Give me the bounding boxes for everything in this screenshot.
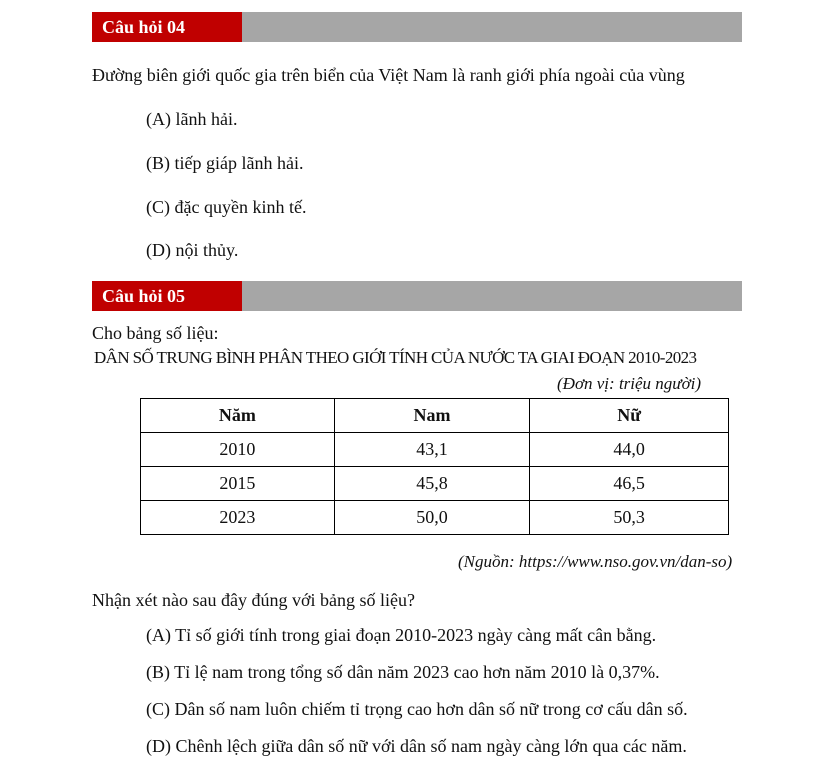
- cell-male: 43,1: [334, 433, 530, 467]
- question-04-option-b[interactable]: (B) tiếp giáp lãnh hải.: [146, 153, 304, 173]
- question-04-header: [92, 12, 742, 42]
- cell-year: 2015: [141, 467, 335, 501]
- question-05-option-d[interactable]: (D) Chênh lệch giữa dân số nữ với dân số nam ngày càng lớn qua các năm.: [146, 736, 687, 756]
- table-header-row: [141, 399, 729, 433]
- question-05-intro: Cho bảng số liệu:: [92, 323, 219, 343]
- cell-male: 45,8: [334, 467, 530, 501]
- cell-year: 2010: [141, 433, 335, 467]
- table-row: [141, 501, 729, 535]
- question-05-option-a[interactable]: (A) Tỉ số giới tính trong giai đoạn 2010-2023 ngày càng mất cân bằng.: [146, 625, 657, 645]
- cell-female: 50,3: [530, 501, 729, 535]
- question-05-header: [92, 281, 742, 311]
- table-row: [141, 433, 729, 467]
- table-source: (Nguồn: https://www.nso.gov.vn/dan-so): [458, 552, 733, 571]
- question-05-option-c[interactable]: (C) Dân số nam luôn chiếm tỉ trọng cao hơn dân số nữ trong cơ cấu dân số.: [146, 699, 688, 719]
- table-unit: (Đơn vị: triệu người): [557, 374, 702, 393]
- question-04-option-c[interactable]: (C) đặc quyền kinh tế.: [146, 197, 307, 217]
- header-female: Nữ: [530, 399, 729, 433]
- question-04-option-a[interactable]: (A) lãnh hải.: [146, 109, 238, 129]
- cell-male: 50,0: [334, 501, 530, 535]
- question-05-stem: Nhận xét nào sau đây đúng với bảng số liệu?: [92, 590, 415, 610]
- cell-year: 2023: [141, 501, 335, 535]
- question-05-label: Câu hỏi 05: [92, 281, 242, 311]
- header-year: Năm: [141, 399, 335, 433]
- table-title: DÂN SỐ TRUNG BÌNH PHÂN THEO GIỚI TÍNH CỦA NƯỚC TA GIAI ĐOẠN 2010-2023: [94, 348, 697, 367]
- question-04-stem: Đường biên giới quốc gia trên biển của Việt Nam là ranh giới phía ngoài của vùng: [92, 65, 685, 85]
- table-row: [141, 467, 729, 501]
- question-05-option-b[interactable]: (B) Tỉ lệ nam trong tổng số dân năm 2023 cao hơn năm 2010 là 0,37%.: [146, 662, 660, 682]
- population-table: [140, 398, 729, 535]
- cell-female: 44,0: [530, 433, 729, 467]
- question-04-option-d[interactable]: (D) nội thủy.: [146, 240, 239, 260]
- question-04-label: Câu hỏi 04: [92, 12, 242, 42]
- header-male: Nam: [334, 399, 530, 433]
- cell-female: 46,5: [530, 467, 729, 501]
